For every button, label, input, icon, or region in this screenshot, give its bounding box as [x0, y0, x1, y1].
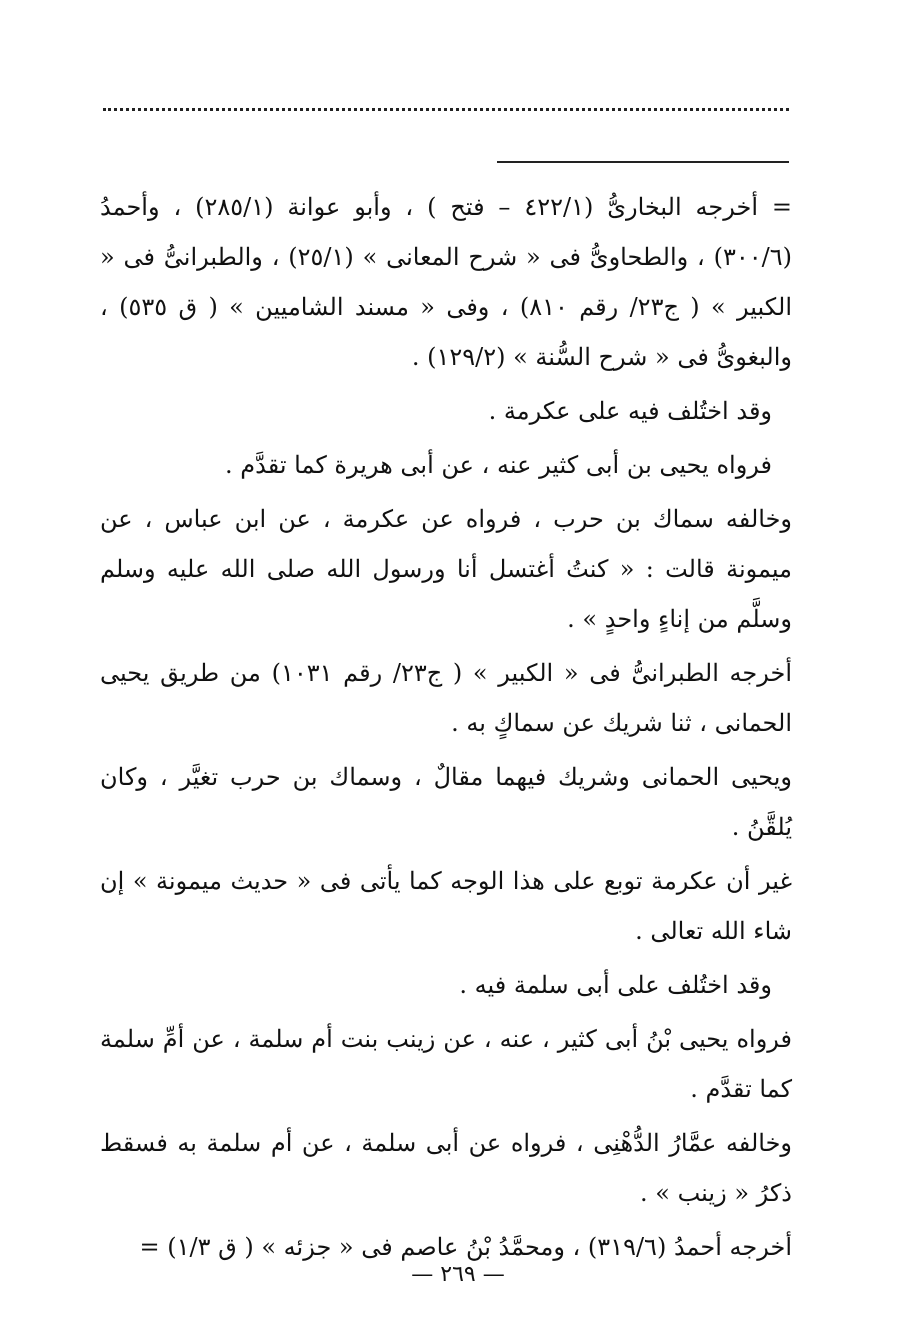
footnote-paragraph: فرواه يحيى بن أبى كثير عنه ، عن أبى هريرة كما تقدَّم . [225, 451, 772, 479]
footnote-body [100, 182, 792, 1272]
footnote-paragraph: أخرجه أحمدُ (٣١٩/٦) ، ومحمَّدُ بْنُ عاصم فى « جزئه » ( ق ١/٣) = [139, 1233, 792, 1261]
footnote-paragraph: فرواه يحيى بْنُ أبى كثير ، عنه ، عن زينب بنت أم سلمة ، عن أمِّ سلمة كما تقدَّم . [100, 1025, 792, 1103]
page-number: — ٢٦٩ — [411, 1262, 505, 1287]
footnote-paragraph: وقد اختُلف على أبى سلمة فيه . [459, 971, 772, 999]
footnote-paragraph: غير أن عكرمة توبع على هذا الوجه كما يأتى فى « حديث ميمونة » إن شاء الله تعالى . [100, 867, 792, 945]
footnote-paragraph: وخالفه سماك بن حرب ، فرواه عن عكرمة ، عن ابن عباس ، عن ميمونة قالت : « كنتُ أغتسل أنا ورسول الله صلى الله عليه وسلم وسلَّم من إناءٍ واحدٍ » . [100, 505, 792, 633]
footnote-paragraph: وخالفه عمَّارُ الدُّهْنِى ، فرواه عن أبى سلمة ، عن أم سلمة به فسقط ذكرُ « زينب » . [100, 1129, 792, 1207]
header-dotted-separator [103, 108, 789, 111]
footnote-separator-line [497, 161, 789, 163]
footnote-paragraph: أخرجه الطبرانىُّ فى « الكبير » ( ج٢٣/ رقم ١٠٣١) من طريق يحيى الحمانى ، ثنا شريك عن سماكٍ به . [100, 659, 792, 737]
footnote-paragraph: وقد اختُلف فيه على عكرمة . [488, 397, 772, 425]
footnote-paragraph: ويحيى الحمانى وشريك فيهما مقالٌ ، وسماك بن حرب تغيَّر ، وكان يُلقَّنُ . [100, 763, 792, 841]
footnote-paragraph: = أخرجه البخارىُّ (٤٢٢/١ – فتح ) ، وأبو عوانة (٢٨٥/١) ، وأحمدُ (٣٠٠/٦) ، والطحاوىُّ فى « شرح المعانى » (٢٥/١) ، والطبرانىُّ فى « الكبير » ( ج٢٣/ رقم ٨١٠) ، وفى « مسند الشاميين » ( ق ٥٣٥) ، والبغوىُّ فى « شرح السُّنة » (١٢٩/٢) . [100, 193, 792, 371]
